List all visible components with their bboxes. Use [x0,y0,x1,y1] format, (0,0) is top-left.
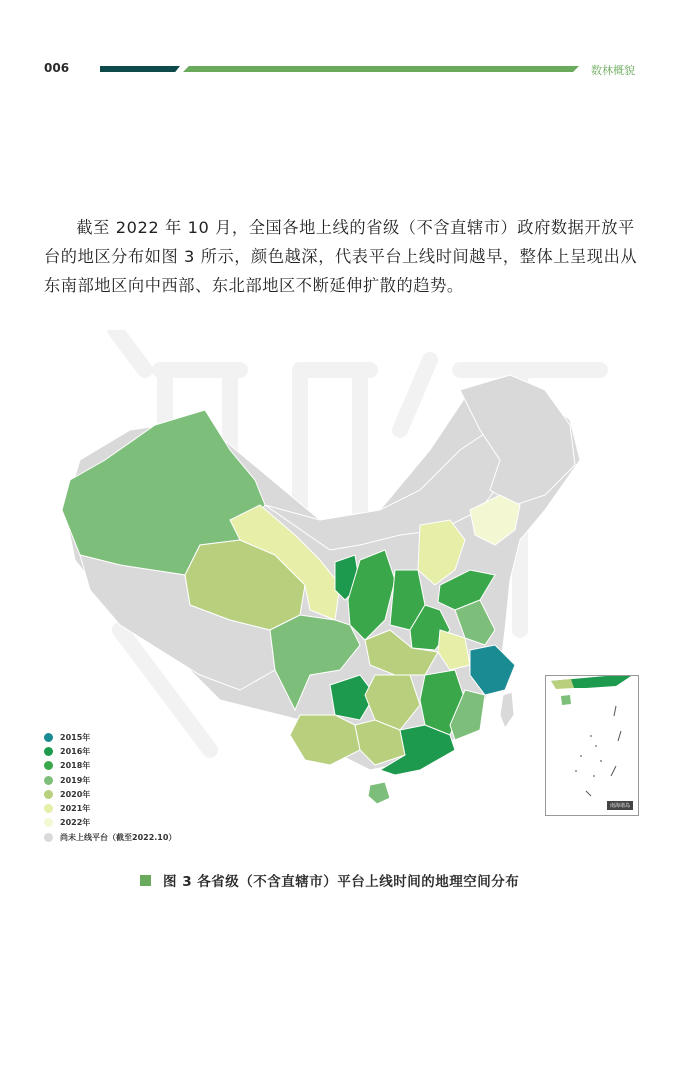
legend-label: 2020年 [60,789,91,799]
page-header [0,0,680,90]
header-bar-dark [100,66,180,72]
legend-item [44,816,176,830]
section-title: 数林概貌 [591,64,635,77]
legend-swatch [44,818,53,827]
legend-swatch [44,761,53,770]
legend-label: 2016年 [60,746,91,756]
legend-label: 2022年 [60,818,91,828]
legend-label: 2021年 [60,804,91,814]
body-paragraph: 截至 2022 年 10 月，全国各地上线的省级（不含直辖市）政府数据开放平台的地区分布如图 3 所示，颜色越深，代表平台上线时间越早，整体上呈现出从东南部地区向中西部、东北部地区不断延伸扩散的趋势。 [44,218,638,295]
region-hainan [368,782,390,804]
legend-item [44,759,176,773]
legend-swatch [44,747,53,756]
legend-item [44,787,176,801]
south-china-sea-inset [545,675,639,816]
legend-swatch [44,790,53,799]
caption-text: 图 3 各省级（不含直辖市）平台上线时间的地理空间分布 [163,874,520,890]
legend-swatch [44,804,53,813]
legend-label: 尚未上线平台（截至2022.10） [60,832,177,842]
caption-marker [140,875,151,886]
legend-item [44,773,176,787]
region-taiwan [500,692,514,728]
legend-item [44,830,176,844]
legend-item [44,744,176,758]
inset-label: 南海诸岛 [607,801,633,810]
legend-swatch [44,733,53,742]
page-number: 006 [44,61,70,75]
map-legend [44,730,176,844]
legend-label: 2019年 [60,775,91,785]
legend-label: 2015年 [60,732,91,742]
legend-label: 2018年 [60,761,91,771]
legend-item [44,730,176,744]
legend-swatch [44,776,53,785]
legend-item [44,801,176,815]
header-bar-green [183,66,579,72]
inset-svg [546,676,638,815]
legend-swatch [44,833,53,842]
figure-caption [140,870,519,890]
